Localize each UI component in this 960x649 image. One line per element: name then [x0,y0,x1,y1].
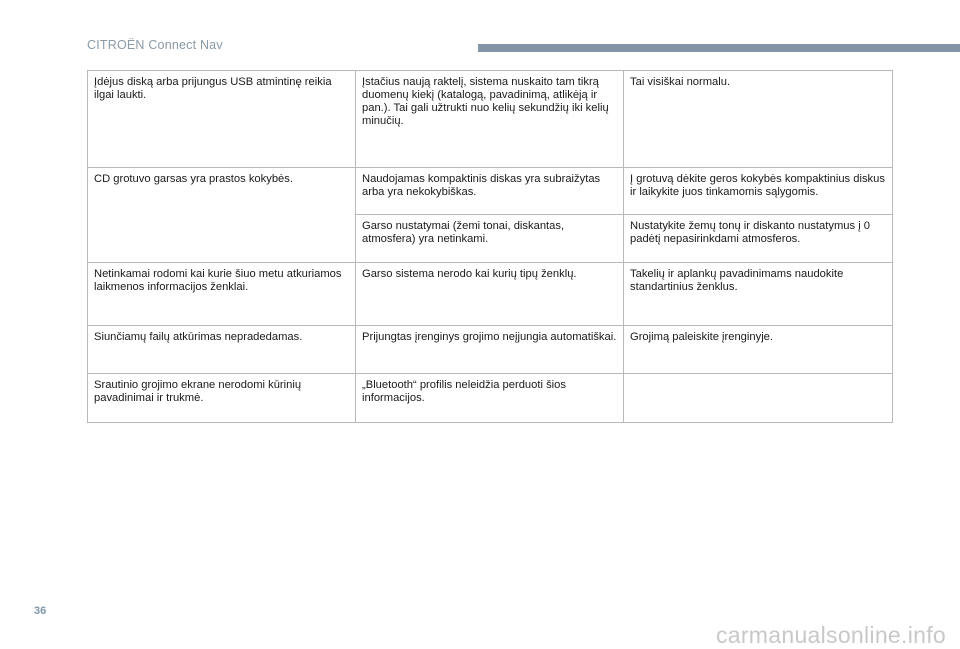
table-cell-solution [624,374,893,423]
table-cell-solution: Į grotuvą dėkite geros kokybės kompaktinius diskus ir laikykite juos tinkamomis sąlygomis. [624,168,893,215]
table-cell-question: Srautinio grojimo ekrane nerodomi kūrinių pavadinimai ir trukmė. [88,374,356,423]
table-cell-solution: Tai visiškai normalu. [624,71,893,168]
troubleshooting-table [87,70,893,423]
table-cell-question: Įdėjus diską arba prijungus USB atmintinę reikia ilgai laukti. [88,71,356,168]
table-row [88,168,893,215]
table-cell-cause: Įstačius naują raktelį, sistema nuskaito tam tikrą duomenų kiekį (katalogą, pavadinimą, atlikėją ir pan.). Tai gali užtrukti nuo kelių sekundžių iki kelių minučių. [356,71,624,168]
table-cell-cause: Naudojamas kompaktinis diskas yra subraižytas arba yra nekokybiškas. [356,168,624,215]
table-cell-solution: Grojimą paleiskite įrenginyje. [624,326,893,374]
table-row [88,71,893,168]
table-cell-cause: Garso sistema nerodo kai kurių tipų ženklų. [356,263,624,326]
table-row [88,263,893,326]
table-cell-solution: Takelių ir aplankų pavadinimams naudokite standartinius ženklus. [624,263,893,326]
table-cell-cause: Prijungtas įrenginys grojimo neįjungia automatiškai. [356,326,624,374]
document-header-title: CITROËN Connect Nav [87,38,223,52]
table-cell-question: Netinkamai rodomi kai kurie šiuo metu atkuriamos laikmenos informacijos ženklai. [88,263,356,326]
table-cell-solution: Nustatykite žemų tonų ir diskanto nustatymus į 0 padėtį nepasirinkdami atmosferos. [624,215,893,263]
table-cell-cause: Garso nustatymai (žemi tonai, diskantas, atmosfera) yra netinkami. [356,215,624,263]
header-accent-bar [478,44,960,52]
table-cell-question: CD grotuvo garsas yra prastos kokybės. [88,168,356,263]
page-number: 36 [34,605,47,617]
table-row [88,374,893,423]
watermark: carmanualsonline.info [715,622,946,648]
table-cell-question: Siunčiamų failų atkūrimas nepradedamas. [88,326,356,374]
table-cell-cause: „Bluetooth“ profilis neleidžia perduoti šios informacijos. [356,374,624,423]
table-row [88,326,893,374]
